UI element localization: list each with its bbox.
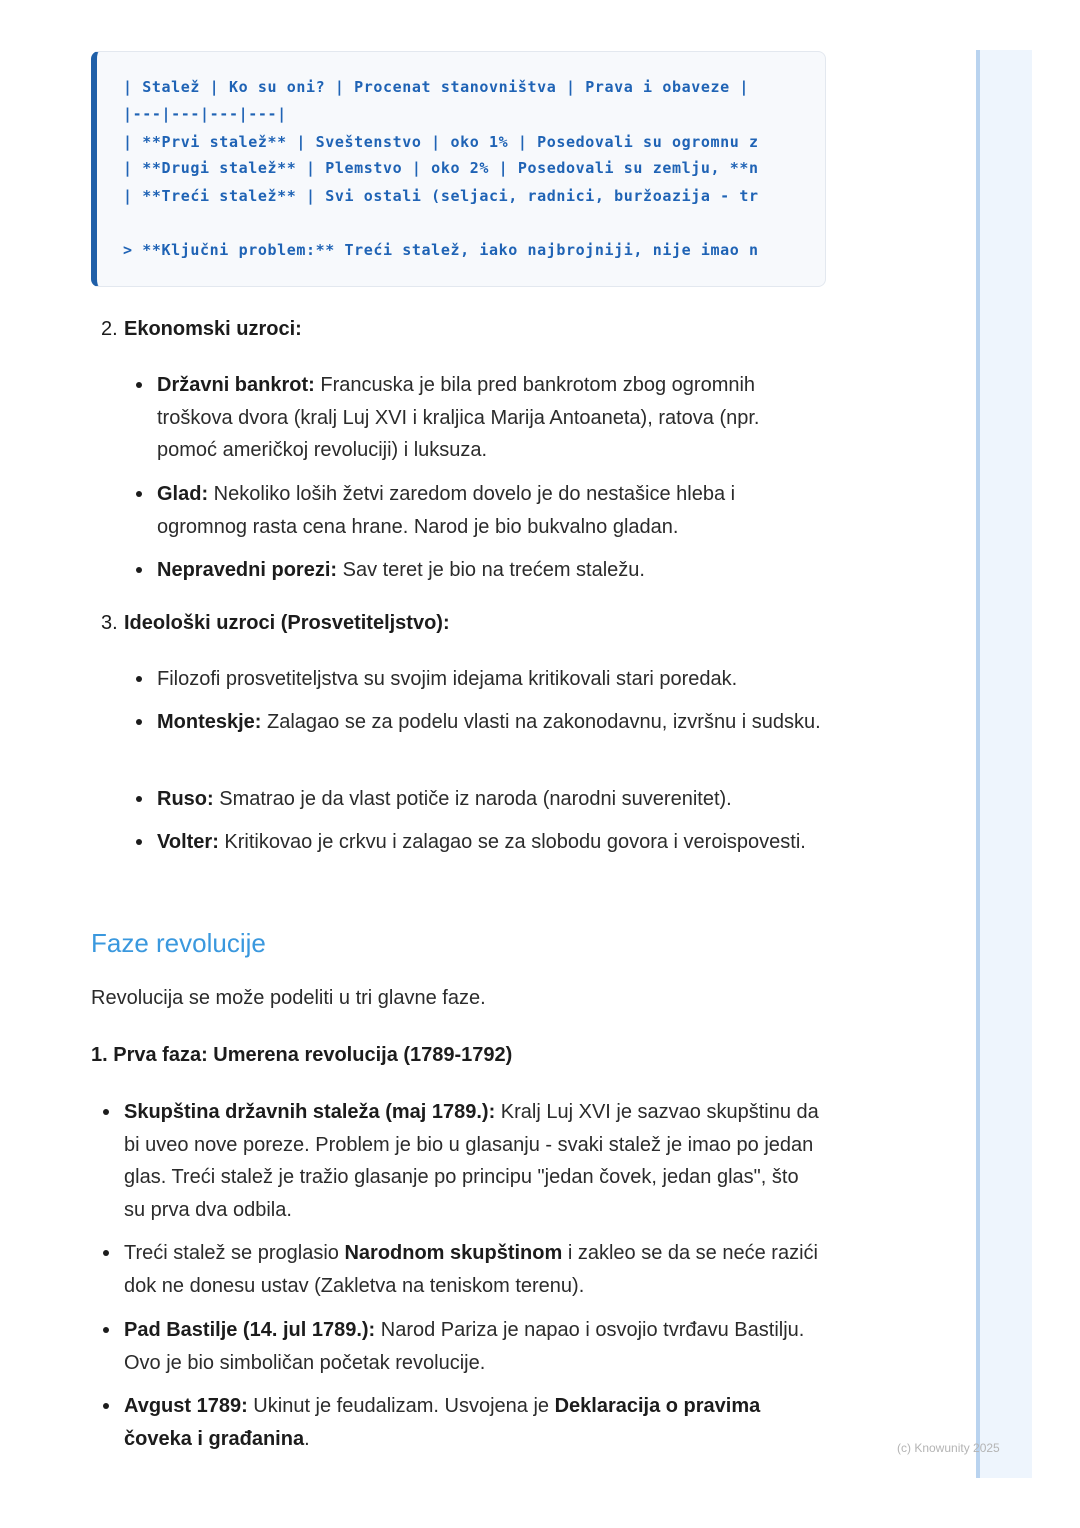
bullet-term: Glad: [157, 483, 209, 505]
code-line: | **Treći stalež** | Svi ostali (seljaci, radnici, buržoazija - tr [123, 187, 759, 205]
bullet-text: Francuska je bila pred bankrotom zbog ogromnih troškova dvora (kralj Luj XVI i kraljica Marija Antoaneta), ratova (npr. pomoć američkoj revoluciji) i luksuza. [157, 374, 760, 461]
list-item [157, 826, 822, 859]
list-item-title: Ekonomski uzroci: [124, 318, 302, 340]
list-item [124, 1314, 819, 1379]
list-item-title: Ideološki uzroci (Prosvetiteljstvo): [124, 612, 450, 634]
list-item-economic-causes [101, 318, 302, 341]
copyright-footer: (c) Knowunity 2025 [897, 1441, 1000, 1455]
list-item [124, 1237, 819, 1302]
bullet-term: Monteskje: [157, 711, 262, 733]
phase-title: 1. Prva faza: Umerena revolucija (1789-1792) [91, 1044, 513, 1066]
code-line: | **Drugi stalež** | Plemstvo | oko 2% | Posedovali su zemlju, **n [123, 159, 759, 177]
bullet-text: i zakleo se da se neće razići dok ne donesu ustav (Zakletva na teniskom terenu). [124, 1242, 818, 1297]
list-number: 3. [101, 612, 118, 634]
bullet-text: Sav teret je bio na trećem staležu. [337, 559, 645, 581]
bullet-text: Filozofi prosvetiteljstva su svojim idejama kritikovali stari poredak. [157, 668, 738, 690]
code-line: | **Prvi stalež** | Sveštenstvo | oko 1% | Posedovali su ogromnu z [123, 133, 759, 151]
bullet-text: Treći stalež se proglasio [124, 1242, 345, 1264]
code-line: |---|---|---|---| [123, 105, 287, 123]
list-item [157, 663, 822, 696]
code-line: | Stalež | Ko su oni? | Procenat stanovništva | Prava i obaveze | [123, 78, 749, 96]
bullet-term: Pad Bastilje (14. jul 1789.): [124, 1319, 376, 1341]
bullet-term: Skupština državnih staleža (maj 1789.): [124, 1101, 496, 1123]
bullet-term: Narodnom skupštinom [344, 1242, 563, 1264]
bullet-text: Kritikovao je crkvu i zalagao se za slobodu govora i veroispovesti. [218, 831, 806, 853]
code-block [91, 51, 826, 287]
bullet-text: . [304, 1427, 310, 1450]
bullet-text: Smatrao je da vlast potiče iz naroda (narodni suverenitet). [213, 788, 732, 810]
list-item-ideological-causes [101, 612, 450, 635]
intro-paragraph: Revolucija se može podeliti u tri glavne faze. [91, 987, 486, 1009]
bullet-text: Narod Pariza je napao i osvojio tvrđavu Bastilju. Ovo je bio simboličan početak revolucije. [124, 1319, 805, 1374]
side-panel [976, 50, 1032, 1478]
list-item [157, 783, 822, 816]
section-heading: Faze revolucije [91, 928, 266, 958]
list-item [124, 1096, 819, 1226]
bullet-term: Nepravedni porezi: [157, 559, 338, 581]
list-item [157, 554, 822, 587]
bullet-term: Avgust 1789: [124, 1395, 248, 1417]
bullet-term: Državni bankrot: [157, 374, 315, 396]
bullet-text: Zalagao se za podelu vlasti na zakonodavnu, izvršnu i sudsku. [261, 711, 821, 733]
bullet-text: Kralj Luj XVI je sazvao skupštinu da bi uveo nove poreze. Problem je bio u glasanju - svaki stalež je imao po jedan glas. Treći stalež je tražio glasanje po principu "jedan čovek, jedan glas", što su prva dva odbila. [124, 1101, 819, 1221]
code-line: > **Ključni problem:** Treći stalež, iako najbrojniji, nije imao n [123, 241, 759, 259]
list-item [124, 1390, 819, 1455]
bullet-text: Ukinut je feudalizam. Usvojena je [247, 1395, 555, 1417]
list-item [157, 369, 822, 467]
bullet-term: Deklaracija o pravima čoveka i građanina [124, 1395, 761, 1450]
bullet-term: Ruso: [157, 788, 214, 810]
bullet-text: Nekoliko loših žetvi zaredom dovelo je do nestašice hleba i ogromnog rasta cena hrane. Narod je bio bukvalno gladan. [157, 483, 736, 538]
list-item [157, 706, 822, 739]
list-number: 2. [101, 318, 118, 340]
list-item [157, 478, 822, 543]
bullet-term: Volter: [157, 831, 219, 853]
